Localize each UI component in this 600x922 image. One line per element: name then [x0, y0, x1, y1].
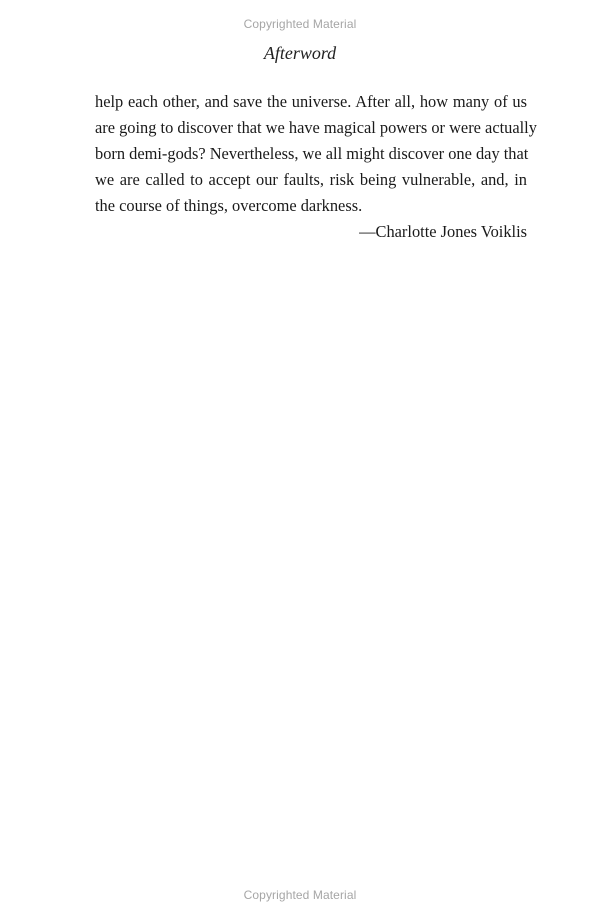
afterword-text: [95, 89, 537, 245]
text-line: born demi-gods? Nevertheless, we all might discover one day that: [95, 144, 529, 163]
copyright-watermark-top: Copyrighted Material: [243, 17, 357, 31]
text-line: are going to discover that we have magical powers or were actually: [95, 118, 537, 137]
running-head: Afterword: [263, 43, 337, 63]
author-signature: —Charlotte Jones Voiklis: [359, 222, 527, 241]
text-line: the course of things, overcome darkness.: [95, 196, 363, 215]
copyright-watermark-bottom: Copyrighted Material: [243, 888, 357, 902]
text-line: help each other, and save the universe. After all, how many of us: [95, 92, 527, 111]
text-line: we are called to accept our faults, risk being vulnerable, and, in: [95, 170, 527, 189]
